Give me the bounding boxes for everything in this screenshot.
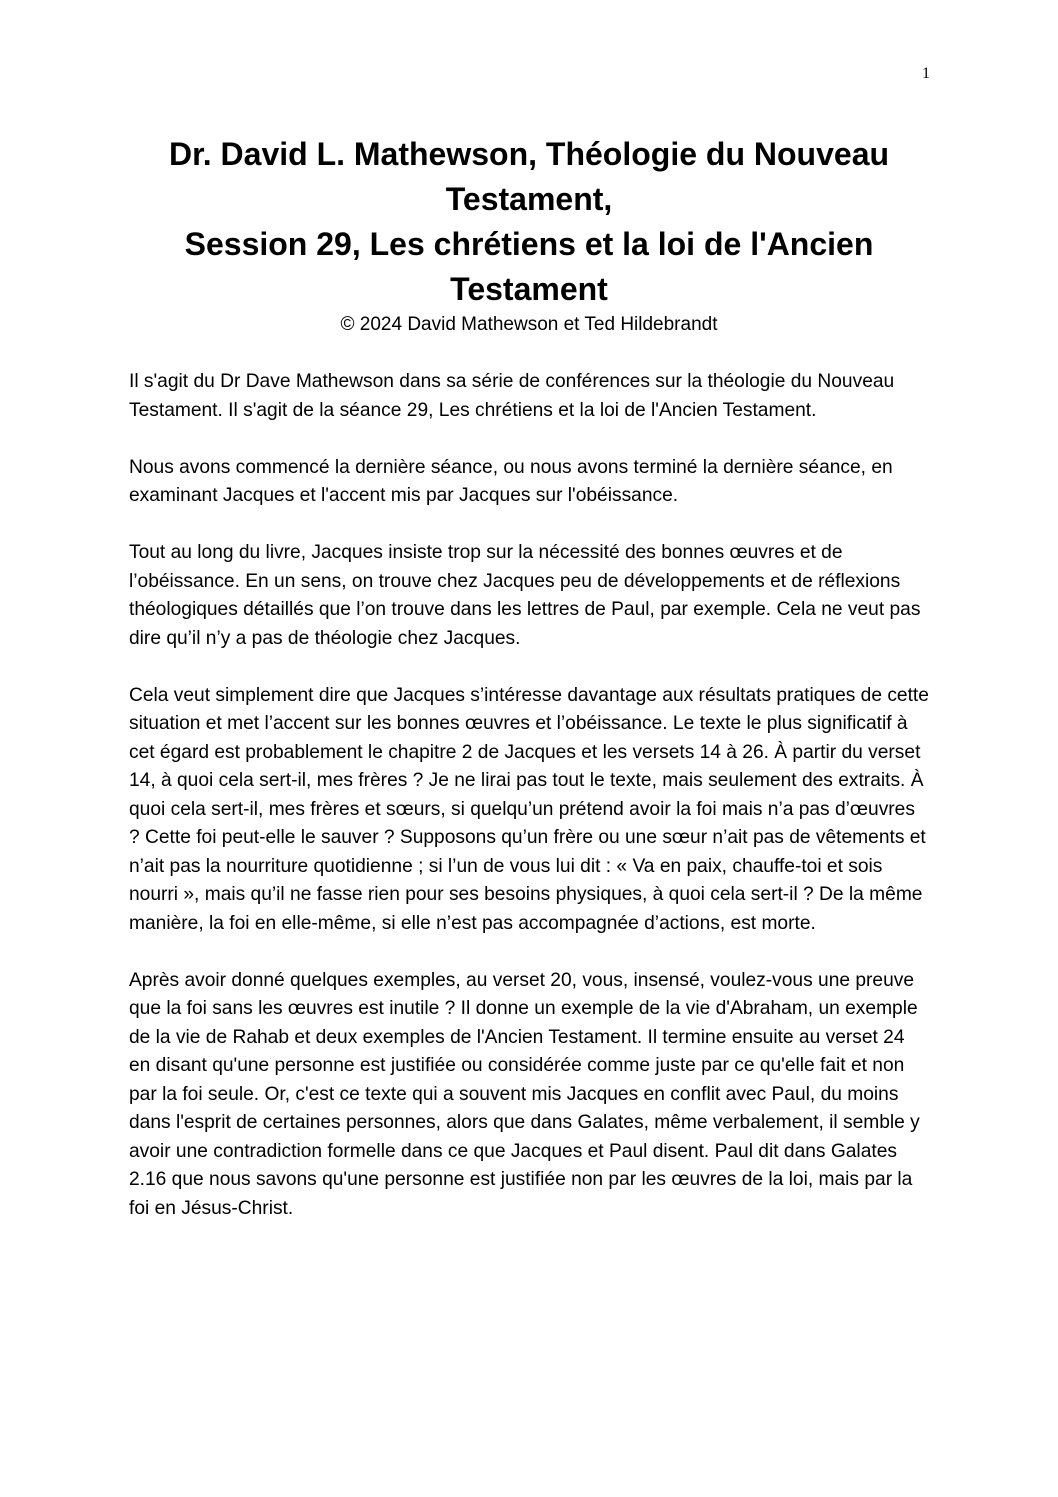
page-number: 1 — [922, 65, 930, 82]
title-line-2: Testament, — [445, 181, 613, 217]
document-body — [129, 368, 929, 1252]
title-line-3: Session 29, Les chrétiens et la loi de l'Ancien — [184, 226, 874, 262]
paragraph: Nous avons commencé la dernière séance, ou nous avons terminé la dernière séance, en examinant Jacques et l'accent mis par Jacques sur l'obéissance. — [129, 456, 893, 506]
document-header — [120, 132, 938, 338]
paragraph: Après avoir donné quelques exemples, au verset 20, vous, insensé, voulez-vous une preuve que la foi sans les œuvres est inutile ? Il donne un exemple de la vie d'Abraham, un exemple de la vie de Rahab et deux exemples de l'Ancien Testament. Il termine ensuite au verset 24 en disant qu'une personne est justifiée ou considérée comme juste par ce qu'elle fait et non par la foi seule. Or, c'est ce texte qui a souvent mis Jacques en conflit avec Paul, du moins dans l'esprit de certaines personnes, alors que dans Galates, même verbalement, il semble y avoir une contradiction formelle dans ce que Jacques et Paul disent. Paul dit dans Galates 2.16 que nous savons qu'une personne est justifiée non par les œuvres de la loi, mais par la foi en Jésus-Christ. — [129, 969, 920, 1219]
paragraph: Tout au long du livre, Jacques insiste trop sur la nécessité des bonnes œuvres et de l’obéissance. En un sens, on trouve chez Jacques peu de développements et de réflexions théologiques détaillés que l’on trouve dans les lettres de Paul, par exemple. Cela ne veut pas dire qu’il n’y a pas de théologie chez Jacques. — [129, 542, 921, 649]
copyright-notice: © 2024 David Mathewson et Ted Hildebrandt — [340, 314, 718, 335]
paragraph: Il s'agit du Dr Dave Mathewson dans sa série de conférences sur la théologie du Nouveau Testament. Il s'agit de la séance 29, Les chrétiens et la loi de l'Ancien Testament. — [129, 371, 895, 421]
paragraph: Cela veut simplement dire que Jacques s’intéresse davantage aux résultats pratiques de cette situation et met l’accent sur les bonnes œuvres et l’obéissance. Le texte le plus significatif à cet égard est probablement le chapitre 2 de Jacques et les versets 14 à 26. À partir du verset 14, à quoi cela sert-il, mes frères ? Je ne lirai pas tout le texte, mais seulement des extraits. À quoi cela sert-il, mes frères et sœurs, si quelqu’un prétend avoir la foi mais n’a pas d’œuvres ? Cette foi peut-elle le sauver ? Supposons qu’un frère ou une sœur n’ait pas de vêtements et n’ait pas la nourriture quotidienne ; si l’un de vous lui dit : « Va en paix, chauffe-toi et sois nourri », mais qu’il ne fasse rien pour ses besoins physiques, à quoi cela sert-il ? De la même manière, la foi en elle-même, si elle n’est pas accompagnée d’actions, est morte. — [129, 684, 929, 934]
title-line-1: Dr. David L. Mathewson, Théologie du Nouveau — [168, 136, 890, 172]
title-line-4: Testament — [450, 271, 608, 307]
